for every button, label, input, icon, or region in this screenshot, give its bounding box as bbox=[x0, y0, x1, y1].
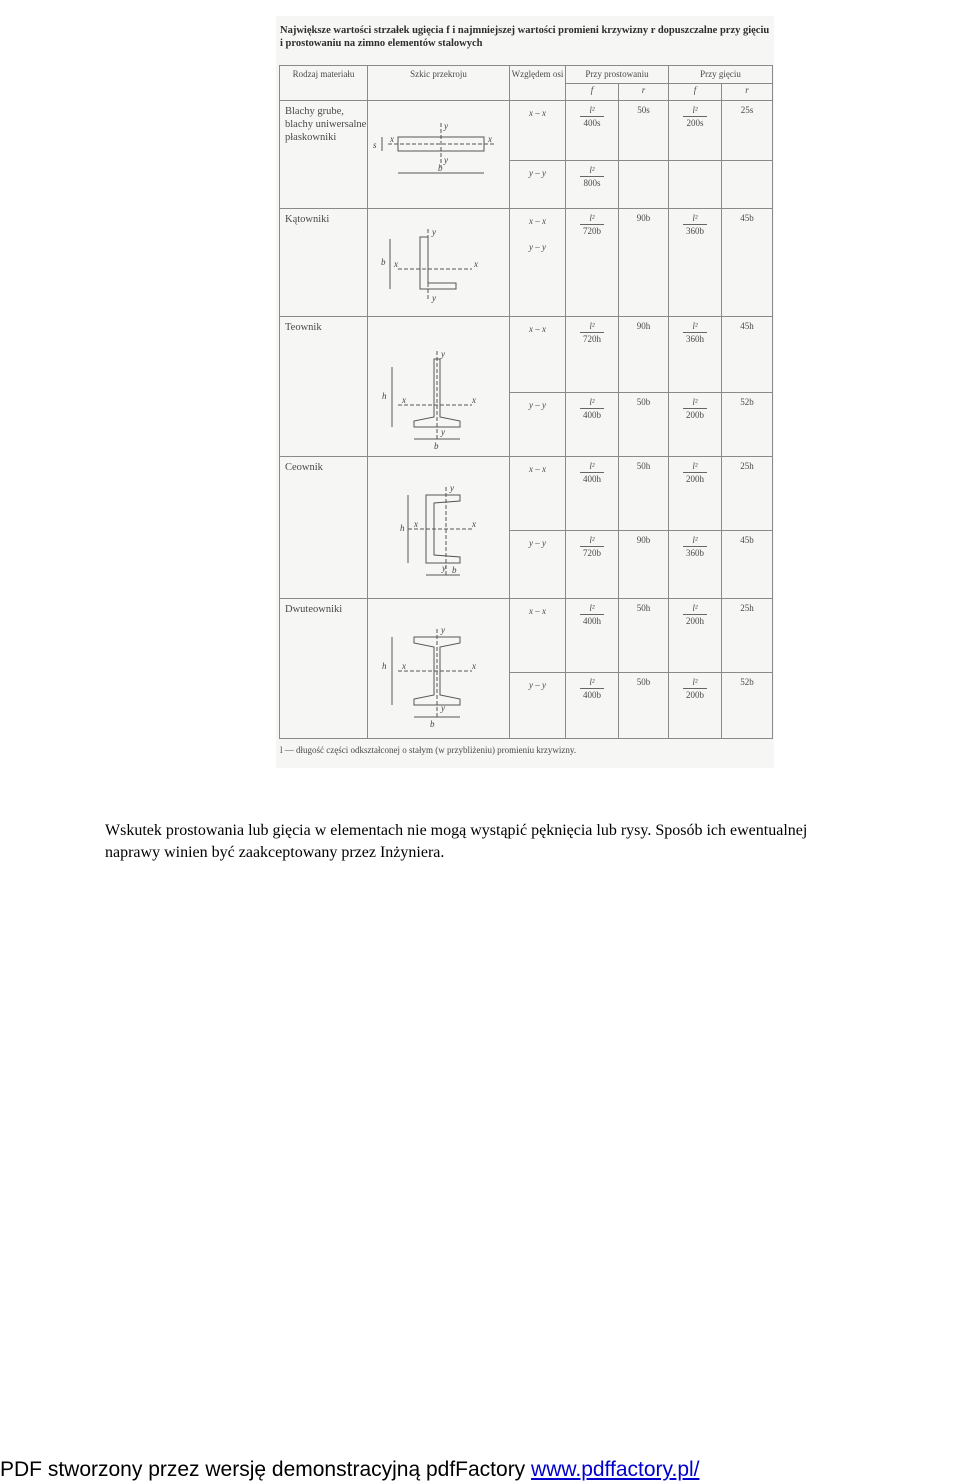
axis-cell: y – y bbox=[510, 673, 566, 739]
header-bending: Przy gięciu bbox=[669, 66, 773, 84]
bending-r-cell: 52b bbox=[722, 673, 773, 739]
sketch-label-y: y bbox=[450, 483, 454, 493]
straightening-r-cell: 50b bbox=[619, 673, 669, 739]
bending-f-cell: $\frac{\text{l²}}{360b}$ bbox=[669, 209, 722, 317]
bending-f-cell bbox=[669, 161, 722, 209]
straightening-f-cell: $\frac{\text{l²}}{720b}$ bbox=[566, 209, 619, 317]
table-row bbox=[280, 101, 773, 161]
straightening-f-cell: $\frac{\text{l²}}{400h}$ bbox=[566, 457, 619, 531]
straightening-f-cell: $\frac{\text{l²}}{720h}$ bbox=[566, 317, 619, 393]
straightening-f-cell: $\frac{\text{l²}}{400s}$ bbox=[566, 101, 619, 161]
straightening-r-cell bbox=[619, 161, 669, 209]
axis-cell: x – x bbox=[510, 317, 566, 393]
material-cell: Teownik bbox=[280, 317, 368, 457]
axis-cell: y – y bbox=[510, 161, 566, 209]
table-row bbox=[280, 457, 773, 531]
straightening-r-cell: 50b bbox=[619, 393, 669, 457]
sketch-label-y: y bbox=[432, 293, 436, 303]
bending-f-cell: $\frac{\text{l²}}{200s}$ bbox=[669, 101, 722, 161]
sketch-label-y: y bbox=[432, 227, 436, 237]
sketch-label-y: y bbox=[444, 121, 448, 131]
straightening-f-cell: $\frac{\text{l²}}{800s}$ bbox=[566, 161, 619, 209]
table-title: Największe wartości strzałek ugięcia f i najmniejszej wartości promieni krzywizny r dopuszczalne przy gięciu i prostowaniu na zimno elementów stalowych bbox=[280, 25, 770, 49]
sketch-label-x: x bbox=[394, 259, 398, 269]
paragraph-line: Wskutek prostowania lub gięcia w elementach nie mogą wystąpić pęknięcia lub rysy. Sposób ich ewentualnej bbox=[105, 822, 808, 839]
straightening-r-cell: 90b bbox=[619, 531, 669, 599]
sketch-label-x: x bbox=[472, 395, 476, 405]
bending-r-cell: 25h bbox=[722, 457, 773, 531]
i-beam-section-icon bbox=[368, 599, 510, 739]
material-cell: Blachy grube, blachy uniwersalne płaskowniki bbox=[280, 101, 368, 209]
sketch-label-x: x bbox=[390, 134, 394, 144]
sketch-label-x: x bbox=[488, 134, 492, 144]
angle-section-icon bbox=[368, 209, 510, 317]
straightening-r-cell: 90h bbox=[619, 317, 669, 393]
bending-f-cell: $\frac{\text{l²}}{360h}$ bbox=[669, 317, 722, 393]
i-beam-section-sketch bbox=[368, 599, 510, 739]
sketch-label-y: y bbox=[441, 427, 445, 437]
axis-cell: y – y bbox=[510, 531, 566, 599]
channel-section-sketch bbox=[368, 457, 510, 599]
paragraph-line: naprawy winien być zaakceptowany przez Inżyniera. bbox=[105, 844, 445, 861]
table-row bbox=[280, 209, 773, 317]
material-cell: Dwuteowniki bbox=[280, 599, 368, 739]
bending-r-cell: 45b bbox=[722, 531, 773, 599]
axis-cell: x – x bbox=[510, 457, 566, 531]
sketch-label-x: x bbox=[472, 519, 476, 529]
deflection-table bbox=[279, 65, 773, 739]
sketch-label-b: b bbox=[381, 257, 386, 267]
bending-f-cell: $\frac{\text{l²}}{200b}$ bbox=[669, 393, 722, 457]
sketch-label-b: b bbox=[438, 163, 443, 173]
straightening-r-cell: 50h bbox=[619, 457, 669, 531]
sketch-label-y: y bbox=[442, 563, 446, 573]
sketch-label-y: y bbox=[441, 703, 445, 713]
angle-section-sketch bbox=[368, 209, 510, 317]
scanned-table-image bbox=[276, 16, 774, 768]
body-paragraph bbox=[105, 820, 960, 864]
sketch-label-b: b bbox=[452, 565, 457, 575]
material-cell: Kątowniki bbox=[280, 209, 368, 317]
bending-f-cell: $\frac{\text{l²}}{360b}$ bbox=[669, 531, 722, 599]
sketch-label-b: b bbox=[430, 719, 435, 729]
header-r: r bbox=[722, 84, 773, 101]
straightening-f-cell: $\frac{\text{l²}}{720b}$ bbox=[566, 531, 619, 599]
sketch-label-h: h bbox=[400, 523, 405, 533]
table-row bbox=[280, 599, 773, 673]
sketch-label-x: x bbox=[472, 661, 476, 671]
straightening-r-cell: 50s bbox=[619, 101, 669, 161]
bending-r-cell bbox=[722, 161, 773, 209]
table-footnote: l — długość części odkształconej o stałym (w przybliżeniu) promieniu krzywizny. bbox=[280, 745, 577, 755]
sketch-label-x: x bbox=[474, 259, 478, 269]
header-f: f bbox=[669, 84, 722, 101]
sketch-label-s: s bbox=[373, 140, 377, 150]
straightening-r-cell: 90b bbox=[619, 209, 669, 317]
straightening-r-cell: 50h bbox=[619, 599, 669, 673]
table-header-row bbox=[280, 66, 773, 84]
bending-f-cell: $\frac{\text{l²}}{200h}$ bbox=[669, 599, 722, 673]
plate-section-sketch bbox=[368, 101, 510, 209]
sketch-label-b: b bbox=[434, 441, 439, 451]
header-axis: Względem osi bbox=[510, 66, 566, 101]
straightening-f-cell: $\frac{\text{l²}}{400h}$ bbox=[566, 599, 619, 673]
bending-r-cell: 45b bbox=[722, 209, 773, 317]
tee-section-sketch bbox=[368, 317, 510, 457]
channel-section-icon bbox=[368, 457, 510, 597]
sketch-label-x: x bbox=[414, 519, 418, 529]
footer-link[interactable]: www.pdffactory.pl/ bbox=[531, 1458, 700, 1481]
pdf-footer bbox=[0, 1456, 700, 1483]
header-r: r bbox=[619, 84, 669, 101]
header-straightening: Przy prostowaniu bbox=[566, 66, 669, 84]
footer-text: PDF stworzony przez wersję demonstracyjną pdfFactory bbox=[0, 1458, 532, 1481]
header-sketch: Szkic przekroju bbox=[368, 66, 510, 101]
bending-r-cell: 45h bbox=[722, 317, 773, 393]
bending-f-cell: $\frac{\text{l²}}{200b}$ bbox=[669, 673, 722, 739]
bending-r-cell: 25s bbox=[722, 101, 773, 161]
straightening-f-cell: $\frac{\text{l²}}{400b}$ bbox=[566, 673, 619, 739]
sketch-label-y: y bbox=[441, 625, 445, 635]
sketch-label-y: y bbox=[441, 349, 445, 359]
sketch-label-h: h bbox=[382, 661, 387, 671]
bending-r-cell: 25h bbox=[722, 599, 773, 673]
sketch-label-y: y bbox=[444, 155, 448, 165]
sketch-label-h: h bbox=[382, 391, 387, 401]
axis-cell: x – x y – y bbox=[510, 209, 566, 317]
table-row bbox=[280, 317, 773, 393]
bending-f-cell: $\frac{\text{l²}}{200h}$ bbox=[669, 457, 722, 531]
bending-r-cell: 52b bbox=[722, 393, 773, 457]
axis-cell: x – x bbox=[510, 599, 566, 673]
sketch-label-x: x bbox=[402, 661, 406, 671]
tee-section-icon bbox=[368, 317, 510, 457]
axis-cell: x – x bbox=[510, 101, 566, 161]
plate-section-icon bbox=[368, 101, 510, 209]
axis-cell: y – y bbox=[510, 393, 566, 457]
sketch-label-x: x bbox=[402, 395, 406, 405]
header-f: f bbox=[566, 84, 619, 101]
header-material: Rodzaj materiału bbox=[280, 66, 368, 101]
straightening-f-cell: $\frac{\text{l²}}{400b}$ bbox=[566, 393, 619, 457]
material-cell: Ceownik bbox=[280, 457, 368, 599]
